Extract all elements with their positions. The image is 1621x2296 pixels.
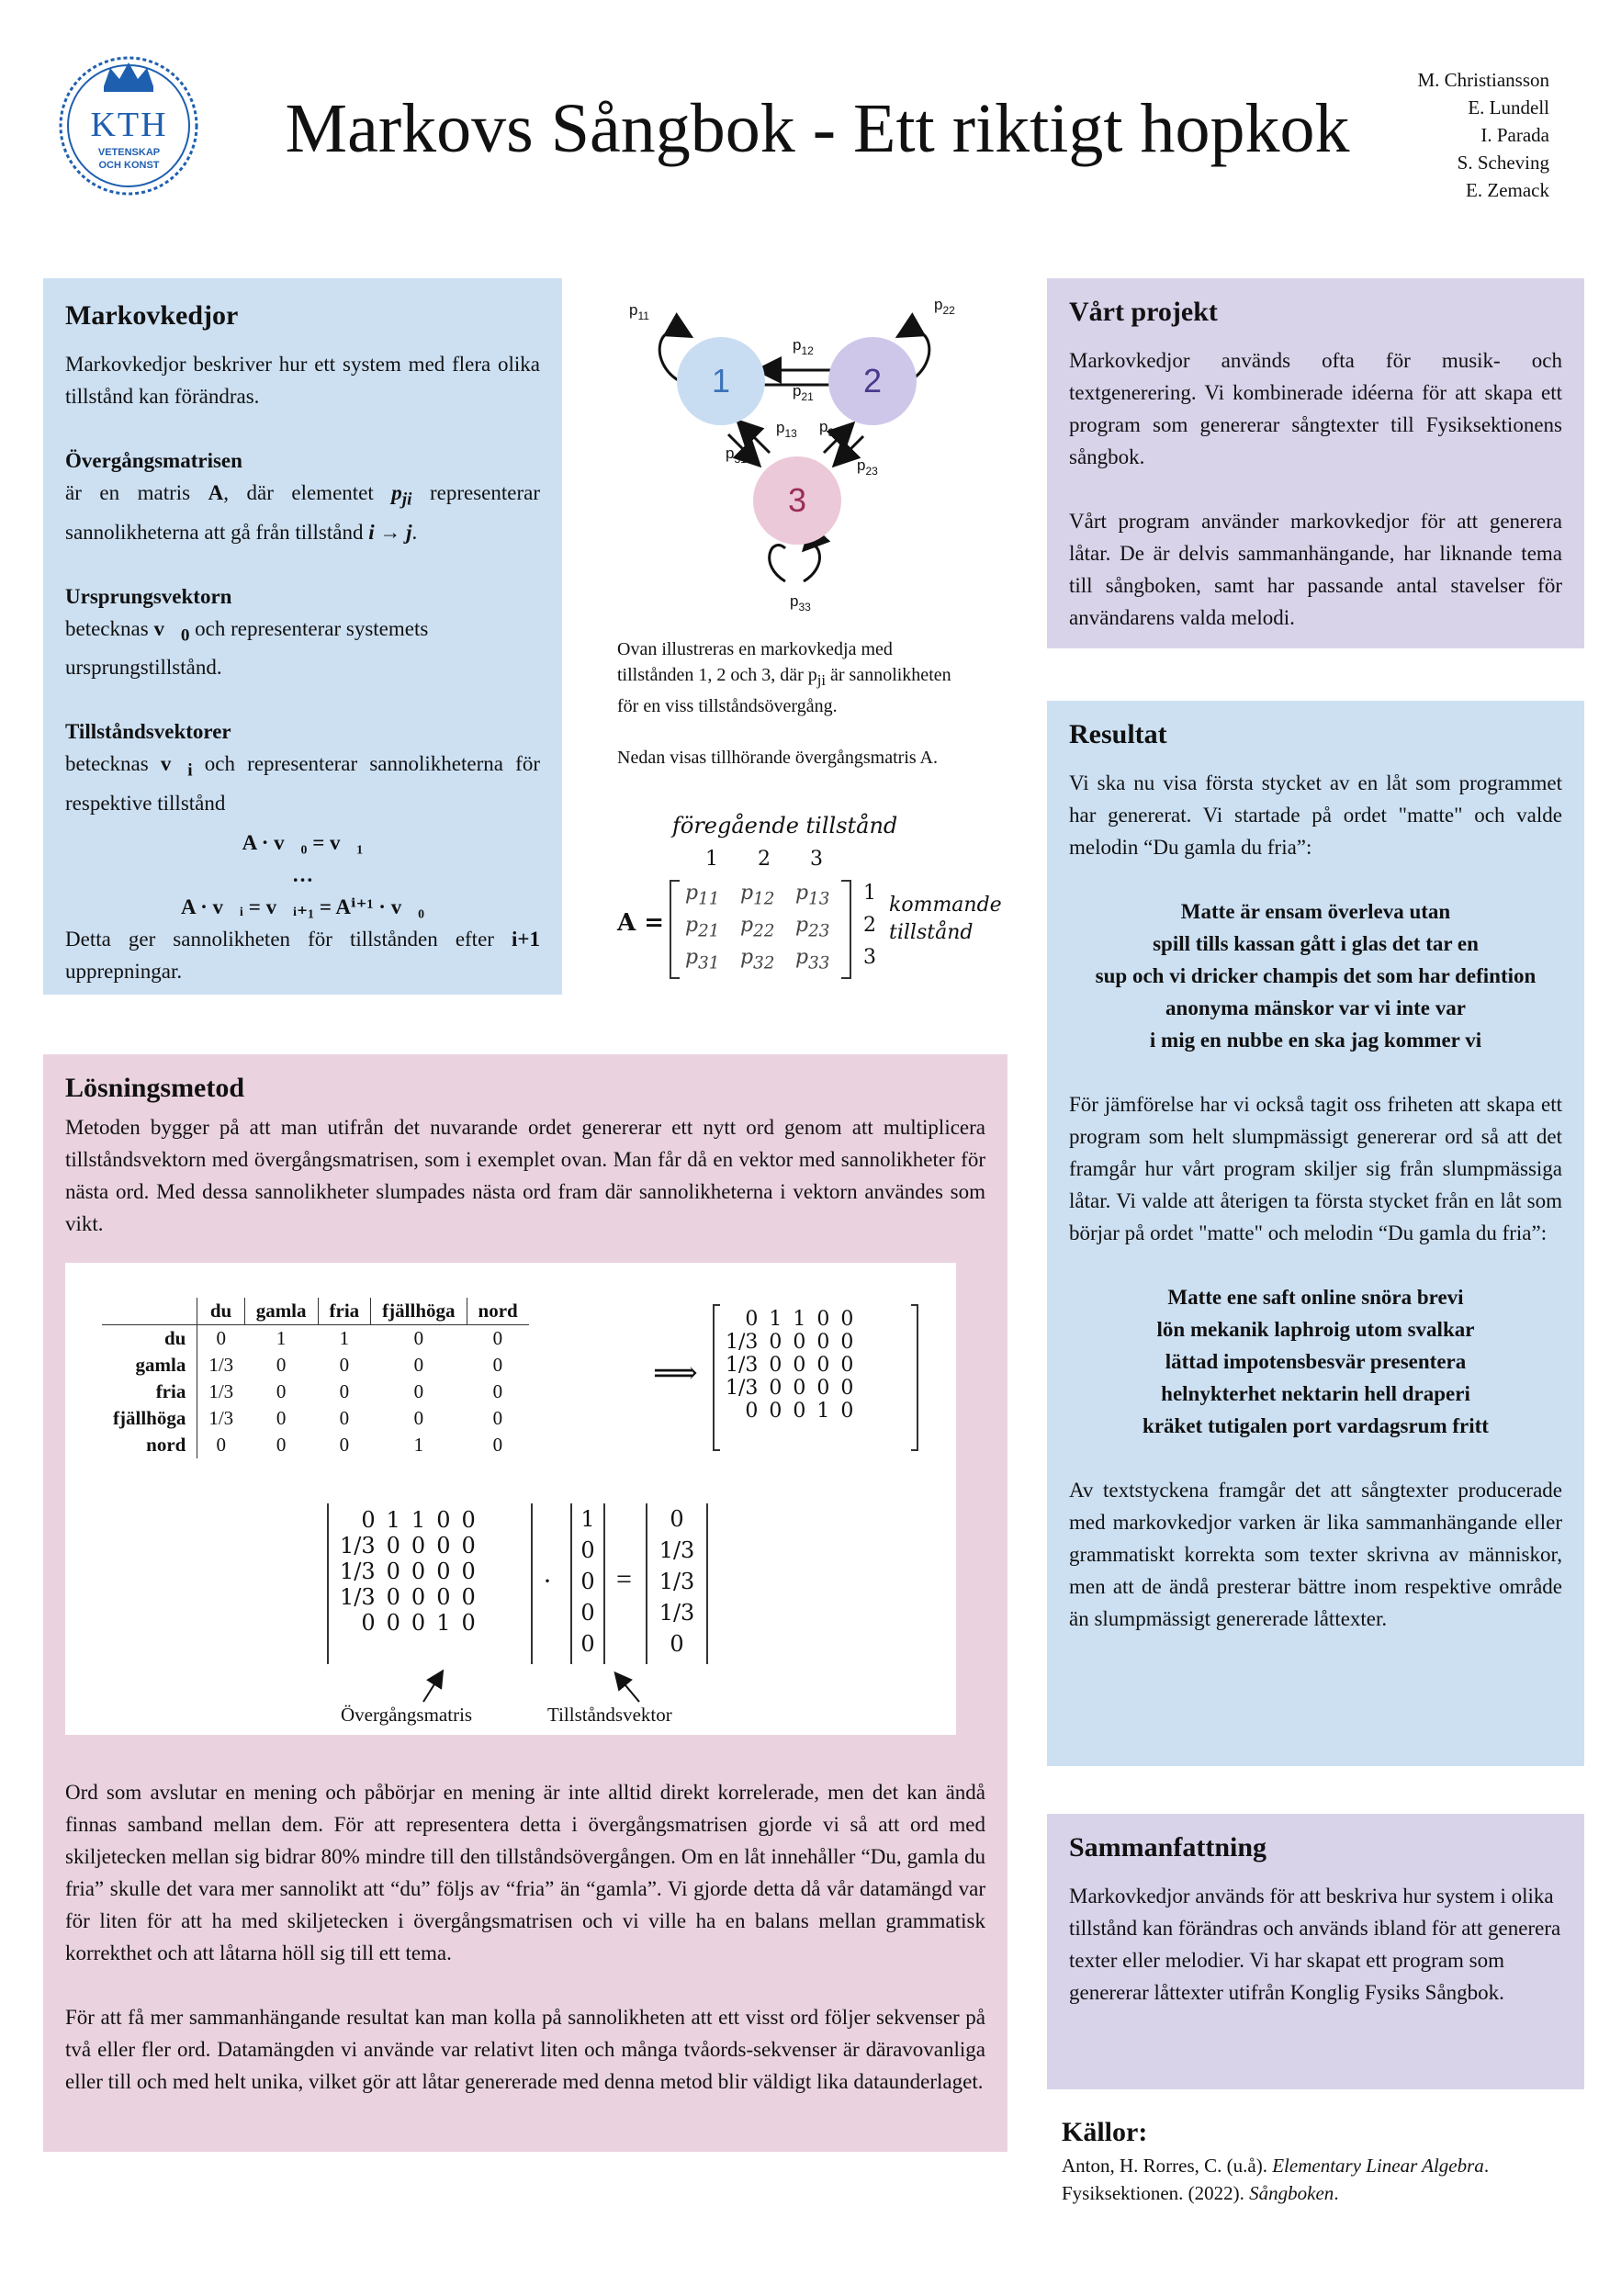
label-p23: $p_{23}$ xyxy=(857,456,878,478)
state-node-1-label: 1 xyxy=(711,362,731,400)
label-transition-matrix: Övergångsmatris xyxy=(341,1704,473,1726)
method-text-3: För att få mer sammanhängande resultat kan man kolla på sannolikheten att ett visst ord följer sekvenser på två eller fler ord. Datamängden vi använde var relativt liten och många tvåords-sekvenser är däravovanliga eller till och med helt unika, vilket gör att låtar genererade med denna metod blir väldigt lika dataunderlaget. xyxy=(65,2006,985,2093)
matrix-side-label: tillstånd xyxy=(889,921,974,944)
matrix-top-label: föregående tillstånd xyxy=(672,813,898,838)
matrix-cell: $p_{33}$ xyxy=(795,946,830,974)
table-header: gamla xyxy=(244,1298,318,1325)
label-p13: $p_{13}$ xyxy=(776,419,797,440)
table-header xyxy=(102,1298,197,1325)
kth-logo xyxy=(53,48,205,199)
markov-chain-graph xyxy=(611,289,978,620)
matrix-cell: $p_{21}$ xyxy=(685,914,720,941)
transition-heading: Övergångsmatrisen xyxy=(65,449,242,472)
method-heading: Lösningsmetod xyxy=(65,1073,245,1103)
matrix-cell: $p_{22}$ xyxy=(740,914,775,941)
matrix-cell: $p_{32}$ xyxy=(740,946,775,974)
results-heading: Resultat xyxy=(1069,719,1167,749)
logo-subtext-1: VETENSKAP xyxy=(97,147,161,158)
state-vector: 1 0 0 0 0 xyxy=(570,1503,605,1664)
summary-panel xyxy=(1047,1814,1584,2089)
pointer-arrows xyxy=(414,1667,653,1704)
loop-33 xyxy=(770,546,785,581)
markov-heading: Markovkedjor xyxy=(65,300,239,331)
label-p12: $p_{12}$ xyxy=(793,336,814,357)
author-list xyxy=(1417,66,1549,204)
equation-2: A · v⃗ᵢ = v⃗ᵢ₊₁ = Aⁱ⁺¹ · v⃗₀ xyxy=(180,895,425,918)
project-heading: Vårt projekt xyxy=(1069,297,1218,327)
method-figure xyxy=(65,1263,956,1735)
matrix-cell: $p_{12}$ xyxy=(740,882,775,909)
project-text-1: Markovkedjor används ofta för musik- och textgenerering. Vi kombinerade idéerna för att skapa ett program som genererar sångtexter till Fysiksektionens sångbok. xyxy=(1069,349,1562,468)
table-header: fjällhöga xyxy=(371,1298,467,1325)
results-text-2: För jämförelse har vi också tagit oss friheten att skapa ett program som helt slumpmässigt genererar ord så att det framgår hur vårt program skiljer sig från slumpmässiga låtar. Vi valde att återigen ta första stycket från en låt som börjar på ordet "matte" och melodin “Du gamla du fria”: xyxy=(1069,1093,1562,1244)
random-lyrics xyxy=(1069,1281,1562,1442)
result-vector: 0 1/3 1/3 1/3 0 xyxy=(646,1503,708,1664)
project-text-2: Vårt program använder markovkedjor för att generera låtar. De är delvis sammanhängande, har liknande tema till sångboken, samt har passande antal stavelser för användarens valda melodi. xyxy=(1069,510,1562,629)
markov-outro: Detta ger sannolikheten för tillstånden efter i+1 upprepningar. xyxy=(65,927,540,983)
state-node-2-label: 2 xyxy=(862,362,883,400)
method-panel xyxy=(43,1054,1007,2152)
lyric-line: i mig en nubbe en ska jag kommer vi xyxy=(1149,1029,1482,1052)
matrix-cell: $p_{11}$ xyxy=(685,882,720,909)
lyric-line: helnykterhet nektarin hell draperi xyxy=(1161,1382,1470,1405)
source-item: Anton, H. Rorres, C. (u.å). Elementary Linear Algebra. xyxy=(1062,2155,1490,2177)
matrix-col-num: 3 xyxy=(810,848,823,871)
multiply-matrix: 0 1 1 0 0 1/3 0 0 0 0 1/3 0 0 0 0 1/3 0 0 0 0 0 0 0 1 0 xyxy=(327,1503,533,1664)
source-item: Fysiksektionen. (2022). Sångboken. xyxy=(1062,2182,1339,2204)
lyric-line: anonyma mänskor var vi inte var xyxy=(1165,996,1466,1019)
author: M. Christiansson xyxy=(1417,69,1549,91)
multiply-dot: · xyxy=(543,1566,552,1596)
matrix-lhs: A = xyxy=(617,909,665,937)
summary-heading: Sammanfattning xyxy=(1069,1832,1267,1863)
sources-heading: Källor: xyxy=(1062,2117,1148,2147)
label-p33: $p_{33}$ xyxy=(790,592,811,613)
sources xyxy=(1062,2117,1594,2207)
implies-arrow: ⟹ xyxy=(653,1356,698,1390)
markov-intro: Markovkedjor beskriver hur ett system med flera olika tillstånd kan förändras. xyxy=(65,353,540,408)
label-p32: $p_{32}$ xyxy=(819,418,840,439)
table-header: nord xyxy=(478,1300,518,1322)
results-text-1: Vi ska nu visa första stycket av en låt som programmet har genererat. Vi startade på ordet "matte" och valde melodin “Du gamla du fria”: xyxy=(1069,771,1562,859)
table-row: fjällhöga 1/3 0 0 0 0 xyxy=(102,1405,529,1432)
equation-dots: … xyxy=(292,862,313,886)
generated-lyrics xyxy=(1069,895,1562,1056)
results-panel xyxy=(1047,701,1584,1766)
label-p22: $p_{22}$ xyxy=(934,296,955,317)
logo-subtext-2: OCH KONST xyxy=(98,160,160,171)
lyric-line: Matte ene saft online snöra brevi xyxy=(1167,1286,1464,1309)
matrix-caption: Nedan visas tillhörande övergångsmatris A. xyxy=(617,748,939,768)
author: S. Scheving xyxy=(1457,152,1549,174)
label-p21: $p_{21}$ xyxy=(793,382,814,403)
table-header: du xyxy=(197,1298,244,1325)
label-p31: $p_{31}$ xyxy=(726,445,747,466)
markov-panel xyxy=(43,278,562,995)
matrix-cell: $p_{13}$ xyxy=(795,882,830,909)
lyric-line: sup och vi dricker champis det som har defintion xyxy=(1095,964,1537,987)
table-row: nord 0 0 0 1 0 xyxy=(102,1432,529,1458)
table-header: fria xyxy=(318,1298,371,1325)
initial-vector-text: betecknas $v⃗_0$ och representerar systemets ursprungstillstånd. xyxy=(65,616,429,680)
results-text-3: Av textstyckena framgår det att sångtexter producerade med markovkedjor varken är lika sammanhängande eller grammatiskt korrekta som texter skrivna av människor, men att de ändå presterar bättre inom respektive område än slumpmässigt genererade låttexter. xyxy=(1069,1479,1562,1630)
word-count-table xyxy=(102,1298,529,1458)
matrix-row-num: 2 xyxy=(863,914,876,937)
matrix-side-label: kommande xyxy=(889,894,1002,917)
table-row: fria 1/3 0 0 0 0 xyxy=(102,1379,529,1405)
lyric-line: kräket tutigalen port vardagsrum fritt xyxy=(1143,1414,1489,1437)
transition-matrix-A xyxy=(617,813,1003,978)
method-text-1: Metoden bygger på att man utifrån det nuvarande ordet genererar ett nytt ord genom att multiplicera tillståndsvektorn med övergångsmatrisen, som i exemplet ovan. Man får då en vektor med sannolikheter för nästa ord. Med dessa sannolikheter slumpades nästa ord fram där sannolikheterna i vektorn användes som vikt. xyxy=(65,1116,985,1235)
table-row: du 0 1 1 0 0 xyxy=(102,1325,529,1353)
author: I. Parada xyxy=(1480,124,1549,146)
state-vector-heading: Tillståndsvektorer xyxy=(65,720,231,744)
author: E. Lundell xyxy=(1468,96,1549,118)
logo-text: KTH xyxy=(90,106,168,144)
state-vector-text: betecknas $v⃗_i$ och representerar sannolikheterna för respektive tillstånd xyxy=(65,752,540,815)
summary-text: Markovkedjor används för att beskriva hur system i olika tillstånd kan förändras och används ibland för att generera texter eller melodier. Vi har skapat ett program som genererar låttexter utifrån Konglig Fysiks Sångbok. xyxy=(1069,1885,1561,2004)
table-row: gamla 1/3 0 0 0 0 xyxy=(102,1352,529,1379)
matrix-row-num: 1 xyxy=(863,882,876,905)
diagram-caption: Ovan illustreras en markovkedja med tillstånden 1, 2 och 3, där $p_{ji}$ är sannolikheten för en viss tillståndsövergång. Nedan visas tillhörande övergångsmatris A. xyxy=(617,636,971,771)
matrix-col-num: 1 xyxy=(705,848,718,871)
lyric-line: Matte är ensam överleva utan xyxy=(1180,900,1451,923)
markov-chain-diagram xyxy=(611,289,978,620)
matrix-cell: $p_{31}$ xyxy=(685,946,720,974)
transition-text: är en matris A, där elementet $p_{ji}$ representerar sannolikheterna att gå från tillstånd i → j. xyxy=(65,481,540,544)
derived-matrix: 0 1 1 0 0 1/3 0 0 0 0 1/3 0 0 0 0 1/3 0 0 0 0 0 0 0 1 0 xyxy=(713,1304,918,1451)
lyric-line: spill tills kassan gått i glas det tar en xyxy=(1153,932,1479,955)
initial-vector-heading: Ursprungsvektorn xyxy=(65,584,232,608)
label-state-vector: Tillståndsvektor xyxy=(547,1704,672,1726)
label-p11: $p_{11}$ xyxy=(629,301,649,322)
method-text-2: Ord som avslutar en mening och påbörjar en mening är inte alltid direkt korrelerade, men det kan ändå finnas samband mellan dem. För att representera detta i övergångsmatrisen gjorde vi så att ord med skiljetecken mellan sig bidrar 80% mindre till den tillståndsövergången. Om en låt innehåller “Du, gamla du fria” skulle det vara mer sannolikt att “du” följs av “fria” än “gamla”. Vi gjorde detta då vår datamängd var för liten för att ha med skiljetecken i övergångsmatrisen och vi ville ha en balans mellan grammatisk korrekthet och att låtarna höll sig till ett tema. xyxy=(65,1781,985,1964)
lyric-line: lättad impotensbesvär presentera xyxy=(1165,1350,1467,1373)
equals-sign: = xyxy=(616,1564,632,1594)
lyric-line: lön mekanik laphroig utom svalkar xyxy=(1156,1318,1475,1341)
equation-1: A · v⃗₀ = v⃗₁ xyxy=(242,830,364,854)
poster-title: Markovs Sångbok - Ett riktigt hopkok xyxy=(285,90,1350,167)
matrix-col-num: 2 xyxy=(758,848,771,871)
state-node-3-label: 3 xyxy=(787,481,807,519)
project-panel xyxy=(1047,278,1584,648)
matrix-cell: $p_{23}$ xyxy=(795,914,830,941)
loop-33b xyxy=(804,546,819,581)
author: E. Zemack xyxy=(1466,179,1549,201)
matrix-row-num: 3 xyxy=(863,946,876,969)
